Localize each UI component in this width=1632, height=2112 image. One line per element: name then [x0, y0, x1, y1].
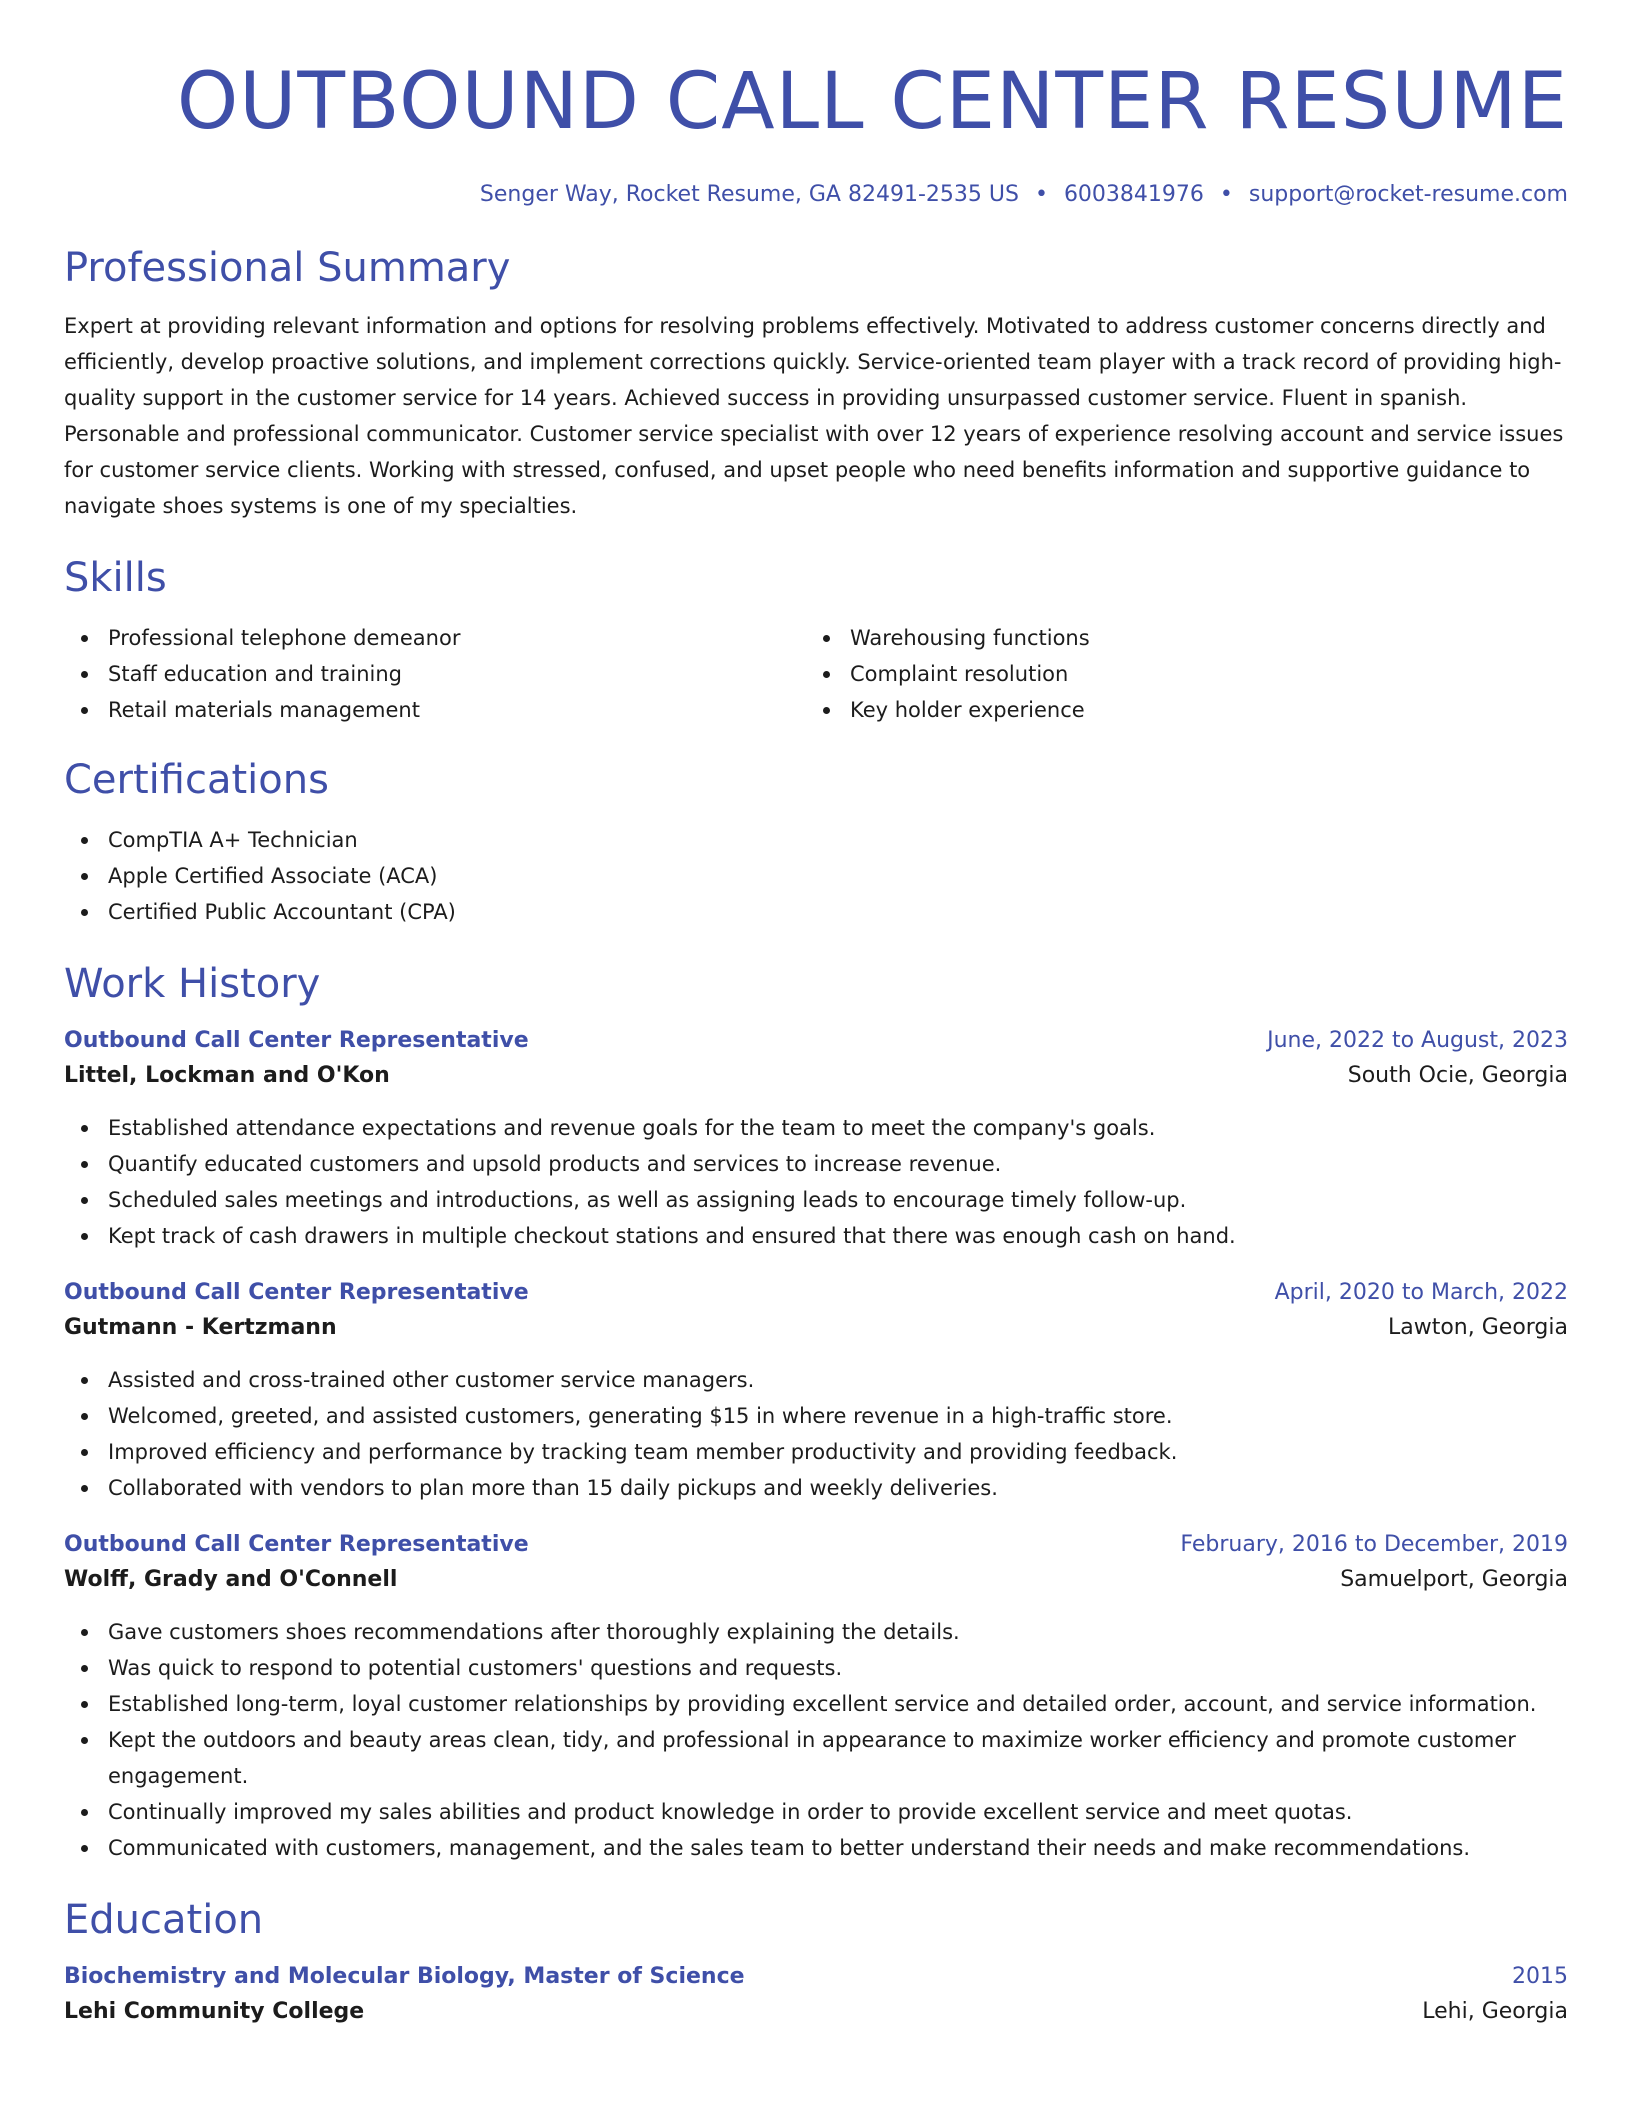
certification-item: Certified Public Accountant (CPA) [64, 894, 1568, 930]
job-location: Lawton, Georgia [1387, 1315, 1568, 1340]
section-title-skills: Skills [64, 555, 167, 601]
contact-separator: • [1219, 182, 1233, 207]
skills-column-right [806, 620, 1548, 728]
skill-item: Staff education and training [64, 656, 806, 692]
job-bullet: Established long-term, loyal customer relationships by providing excellent service and detailed order, account, and service information. [64, 1686, 1568, 1722]
job-dates: June, 2022 to August, 2023 [1267, 1028, 1568, 1053]
job-location: Samuelport, Georgia [1340, 1567, 1568, 1592]
section-title-summary: Professional Summary [64, 245, 511, 291]
section-title-work-history: Work History [64, 961, 321, 1007]
contact-line [64, 180, 1568, 210]
job-bullets [64, 1614, 1568, 1866]
job-entry [64, 1026, 1568, 1254]
job-bullet: Improved efficiency and performance by tracking team member productivity and providing feedback. [64, 1434, 1568, 1470]
job-dates: February, 2016 to December, 2019 [1180, 1532, 1568, 1557]
job-title: Outbound Call Center Representative [64, 1028, 529, 1053]
job-bullet: Gave customers shoes recommendations after thoroughly explaining the details. [64, 1614, 1568, 1650]
job-bullets [64, 1362, 1568, 1506]
job-bullet: Assisted and cross-trained other customer service managers. [64, 1362, 1568, 1398]
certification-item: CompTIA A+ Technician [64, 822, 1568, 858]
education-degree: Biochemistry and Molecular Biology, Master of Science [64, 1964, 745, 1989]
job-bullet: Collaborated with vendors to plan more than 15 daily pickups and weekly deliveries. [64, 1470, 1568, 1506]
resume-page [64, 50, 1568, 2032]
contact-address: Senger Way, Rocket Resume, GA 82491-2535 US [479, 182, 1019, 207]
job-bullet: Welcomed, greeted, and assisted customers, generating $15 in where revenue in a high-traffic store. [64, 1398, 1568, 1434]
job-bullet: Established attendance expectations and revenue goals for the team to meet the company's goals. [64, 1110, 1568, 1146]
skill-item: Retail materials management [64, 692, 806, 728]
job-bullet: Communicated with customers, management, and the sales team to better understand their needs and make recommendations. [64, 1830, 1568, 1866]
job-entry [64, 1530, 1568, 1866]
job-bullet: Scheduled sales meetings and introductions, as well as assigning leads to encourage timely follow-up. [64, 1182, 1568, 1218]
job-title: Outbound Call Center Representative [64, 1532, 529, 1557]
certifications-list [64, 822, 1568, 930]
job-bullet: Kept track of cash drawers in multiple checkout stations and ensured that there was enough cash on hand. [64, 1218, 1568, 1254]
job-company: Gutmann - Kertzmann [64, 1315, 337, 1340]
resume-title: OUTBOUND CALL CENTER RESUME [176, 57, 1568, 147]
job-bullet: Continually improved my sales abilities and product knowledge in order to provide excellent service and meet quotas. [64, 1794, 1568, 1830]
job-company: Littel, Lockman and O'Kon [64, 1063, 390, 1088]
job-bullet: Was quick to respond to potential customers' questions and requests. [64, 1650, 1568, 1686]
certification-item: Apple Certified Associate (ACA) [64, 858, 1568, 894]
job-bullet: Quantify educated customers and upsold products and services to increase revenue. [64, 1146, 1568, 1182]
skill-item: Complaint resolution [806, 656, 1548, 692]
skills-column-left [64, 620, 806, 728]
skill-item: Professional telephone demeanor [64, 620, 806, 656]
skills-grid [64, 620, 1568, 728]
education-location: Lehi, Georgia [1422, 1999, 1568, 2024]
education-entry [64, 1962, 1568, 2032]
job-location: South Ocie, Georgia [1347, 1063, 1568, 1088]
job-title: Outbound Call Center Representative [64, 1280, 529, 1305]
skill-item: Warehousing functions [806, 620, 1548, 656]
contact-phone[interactable]: 6003841976 [1063, 182, 1204, 207]
job-company: Wolff, Grady and O'Connell [64, 1567, 398, 1592]
section-title-education: Education [64, 1897, 264, 1943]
job-entry [64, 1278, 1568, 1506]
contact-email[interactable]: support@rocket-resume.com [1248, 182, 1568, 207]
education-school: Lehi Community College [64, 1999, 365, 2024]
job-bullets [64, 1110, 1568, 1254]
job-bullet: Kept the outdoors and beauty areas clean, tidy, and professional in appearance to maximize worker efficiency and promote customer engagement. [64, 1722, 1568, 1794]
contact-separator: • [1034, 182, 1048, 207]
section-title-certifications: Certifications [64, 757, 329, 803]
job-dates: April, 2020 to March, 2022 [1274, 1280, 1568, 1305]
skill-item: Key holder experience [806, 692, 1548, 728]
education-year: 2015 [1512, 1964, 1568, 1989]
summary-text: Expert at providing relevant information and options for resolving problems effectively. Motivated to address customer concerns directly and efficiently, develop proactive solutions, and implement corrections quickly. Service-oriented team player with a track record of providing high-quality support in the customer service for 14 years. Achieved success in providing unsurpassed customer service. Fluent in spanish. Personable and professional communicator. Customer service specialist with over 12 years of experience resolving account and service issues for customer service clients. Working with stressed, confused, and upset people who need benefits information and supportive guidance to navigate shoes systems is one of my specialties. [64, 314, 1564, 518]
